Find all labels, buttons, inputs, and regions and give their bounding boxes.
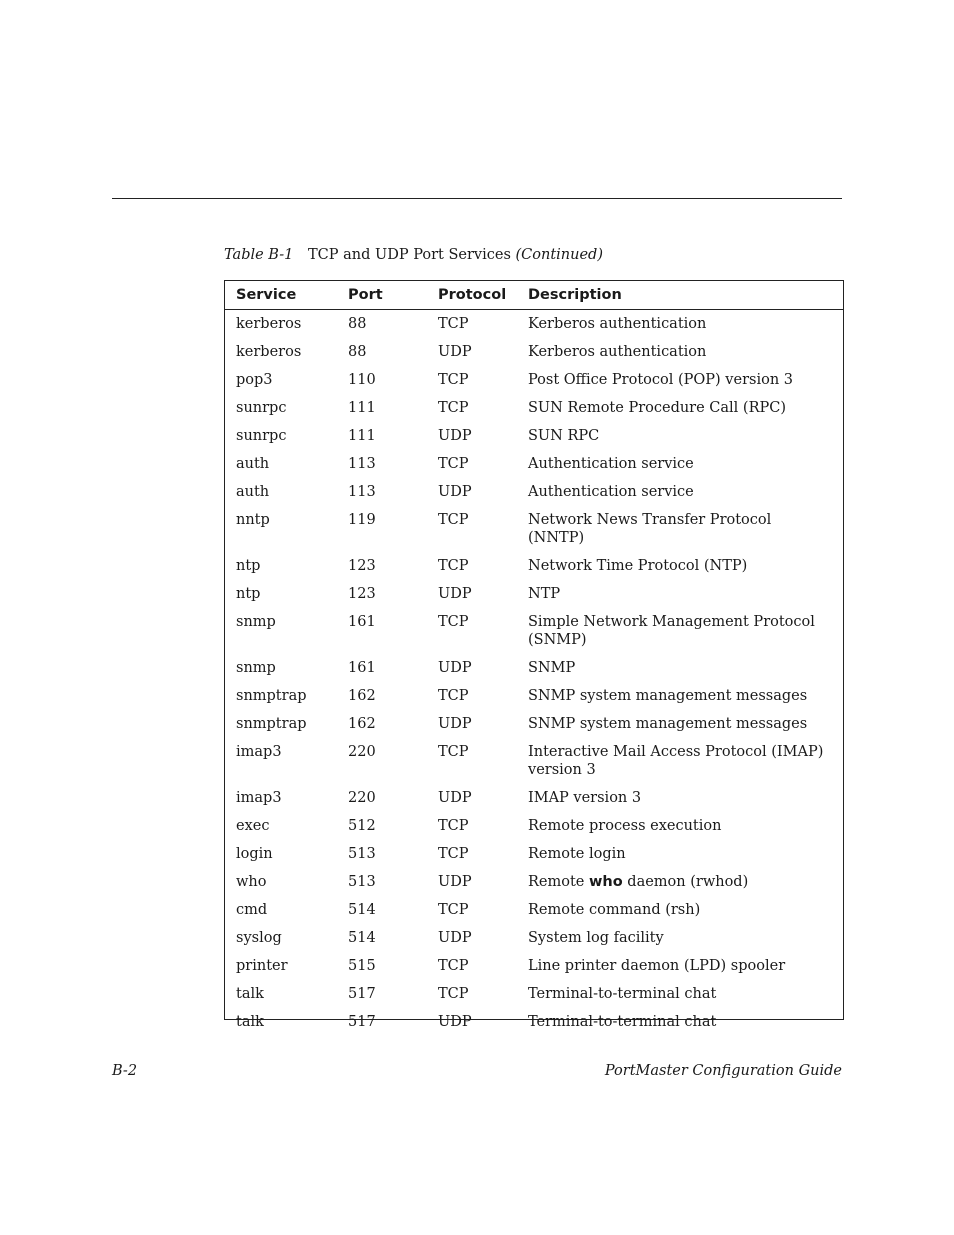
cell-description: Authentication service — [528, 484, 694, 500]
cell-description: NTP — [528, 586, 561, 602]
cell-description: Terminal-to-terminal chat — [528, 1014, 717, 1030]
cell-service: snmptrap — [236, 688, 307, 704]
table-row — [225, 608, 843, 654]
cell-description: Network News Transfer Protocol (NNTP) — [528, 512, 772, 546]
cell-protocol: TCP — [438, 986, 469, 1002]
table-continued: (Continued) — [515, 247, 603, 263]
table-row — [225, 506, 843, 552]
cell-protocol: UDP — [438, 586, 472, 602]
table-body — [225, 310, 843, 1037]
cell-service: snmptrap — [236, 716, 307, 732]
cell-protocol: TCP — [438, 744, 469, 760]
cell-description: SUN RPC — [528, 428, 600, 444]
table-label: Table B-1 — [224, 247, 294, 263]
cell-description: Simple Network Management Protocol (SNMP) — [528, 614, 815, 648]
cell-protocol: TCP — [438, 846, 469, 862]
cell-port: 220 — [348, 790, 376, 806]
table-row — [225, 738, 843, 784]
table-header-row — [225, 281, 843, 310]
cell-protocol: TCP — [438, 316, 469, 332]
cell-service: ntp — [236, 558, 261, 574]
port-services-table — [225, 281, 843, 1036]
table-row — [225, 422, 843, 450]
table-row — [225, 868, 843, 896]
table-row — [225, 840, 843, 868]
header-service: Service — [225, 281, 337, 310]
table-row — [225, 682, 843, 710]
cell-port: 119 — [348, 512, 376, 528]
book-title: PortMaster Configuration Guide — [604, 1063, 842, 1079]
cell-description: Network Time Protocol (NTP) — [528, 558, 748, 574]
description-command: who — [589, 874, 623, 890]
cell-service: auth — [236, 456, 270, 472]
page-number: B-2 — [112, 1063, 138, 1079]
cell-service: cmd — [236, 902, 268, 918]
cell-description: Post Office Protocol (POP) version 3 — [528, 372, 793, 388]
cell-description: Interactive Mail Access Protocol (IMAP) version 3 — [528, 744, 824, 778]
cell-port: 123 — [348, 586, 376, 602]
description-text: daemon (rwhod) — [622, 874, 749, 890]
table-caption — [224, 247, 603, 263]
cell-port: 161 — [348, 614, 376, 630]
cell-protocol: TCP — [438, 558, 469, 574]
cell-description: Remote login — [528, 846, 626, 862]
cell-service: syslog — [236, 930, 282, 946]
cell-port: 514 — [348, 930, 376, 946]
table-row — [225, 980, 843, 1008]
table-row — [225, 710, 843, 738]
table-row — [225, 812, 843, 840]
cell-protocol: UDP — [438, 428, 472, 444]
cell-port: 113 — [348, 456, 376, 472]
cell-service: sunrpc — [236, 400, 287, 416]
cell-protocol: UDP — [438, 874, 472, 890]
cell-port: 514 — [348, 902, 376, 918]
cell-protocol: TCP — [438, 688, 469, 704]
cell-service: exec — [236, 818, 270, 834]
cell-protocol: UDP — [438, 930, 472, 946]
cell-description: Kerberos authentication — [528, 316, 707, 332]
cell-service: nntp — [236, 512, 270, 528]
cell-port: 220 — [348, 744, 376, 760]
cell-description: Kerberos authentication — [528, 344, 707, 360]
cell-description: Authentication service — [528, 456, 694, 472]
cell-port: 111 — [348, 400, 376, 416]
cell-port: 88 — [348, 316, 367, 332]
cell-service: who — [236, 874, 267, 890]
cell-protocol: UDP — [438, 660, 472, 676]
cell-service: imap3 — [236, 744, 282, 760]
table-row — [225, 394, 843, 422]
cell-port: 512 — [348, 818, 376, 834]
table-row — [225, 1008, 843, 1036]
cell-port: 513 — [348, 846, 376, 862]
table-row — [225, 310, 843, 339]
cell-description — [517, 868, 843, 896]
header-protocol: Protocol — [427, 281, 517, 310]
table-row — [225, 366, 843, 394]
cell-protocol: TCP — [438, 958, 469, 974]
cell-service: talk — [236, 1014, 264, 1030]
cell-description: SUN Remote Procedure Call (RPC) — [528, 400, 787, 416]
cell-port: 162 — [348, 688, 376, 704]
cell-service: kerberos — [236, 344, 302, 360]
header-port: Port — [337, 281, 427, 310]
cell-port: 88 — [348, 344, 367, 360]
table-row — [225, 924, 843, 952]
table-row — [225, 450, 843, 478]
cell-port: 161 — [348, 660, 376, 676]
cell-protocol: TCP — [438, 400, 469, 416]
cell-service: ntp — [236, 586, 261, 602]
table-row — [225, 784, 843, 812]
header-description: Description — [517, 281, 843, 310]
table-row — [225, 478, 843, 506]
cell-port: 123 — [348, 558, 376, 574]
cell-protocol: UDP — [438, 1014, 472, 1030]
cell-service: printer — [236, 958, 288, 974]
cell-protocol: TCP — [438, 456, 469, 472]
table-row — [225, 896, 843, 924]
cell-service: snmp — [236, 660, 276, 676]
cell-protocol: TCP — [438, 614, 469, 630]
port-services-table-frame — [224, 280, 844, 1030]
cell-description: System log facility — [528, 930, 664, 946]
table-row — [225, 654, 843, 682]
table-row — [225, 552, 843, 580]
cell-description: SNMP system management messages — [528, 716, 808, 732]
cell-protocol: UDP — [438, 716, 472, 732]
cell-service: talk — [236, 986, 264, 1002]
cell-port: 513 — [348, 874, 376, 890]
table-row — [225, 338, 843, 366]
cell-protocol: TCP — [438, 512, 469, 528]
cell-port: 110 — [348, 372, 376, 388]
cell-protocol: TCP — [438, 902, 469, 918]
cell-port: 162 — [348, 716, 376, 732]
cell-service: kerberos — [236, 316, 302, 332]
cell-protocol: UDP — [438, 344, 472, 360]
cell-service: auth — [236, 484, 270, 500]
cell-protocol: TCP — [438, 818, 469, 834]
cell-protocol: UDP — [438, 484, 472, 500]
cell-port: 515 — [348, 958, 376, 974]
table-row — [225, 952, 843, 980]
cell-description: IMAP version 3 — [528, 790, 642, 806]
cell-port: 517 — [348, 1014, 376, 1030]
description-text: Remote — [528, 874, 589, 890]
cell-description: Line printer daemon (LPD) spooler — [528, 958, 786, 974]
cell-service: sunrpc — [236, 428, 287, 444]
cell-description: Remote process execution — [528, 818, 722, 834]
cell-port: 111 — [348, 428, 376, 444]
cell-description: Remote command (rsh) — [528, 902, 701, 918]
cell-description: Terminal-to-terminal chat — [528, 986, 717, 1002]
cell-service: snmp — [236, 614, 276, 630]
cell-description: SNMP — [528, 660, 576, 676]
cell-service: imap3 — [236, 790, 282, 806]
header-rule — [112, 198, 842, 199]
table-row — [225, 580, 843, 608]
table-title: TCP and UDP Port Services — [308, 247, 511, 263]
cell-port: 517 — [348, 986, 376, 1002]
cell-protocol: TCP — [438, 372, 469, 388]
cell-protocol: UDP — [438, 790, 472, 806]
cell-service: login — [236, 846, 273, 862]
cell-port: 113 — [348, 484, 376, 500]
cell-service: pop3 — [236, 372, 273, 388]
cell-description: SNMP system management messages — [528, 688, 808, 704]
